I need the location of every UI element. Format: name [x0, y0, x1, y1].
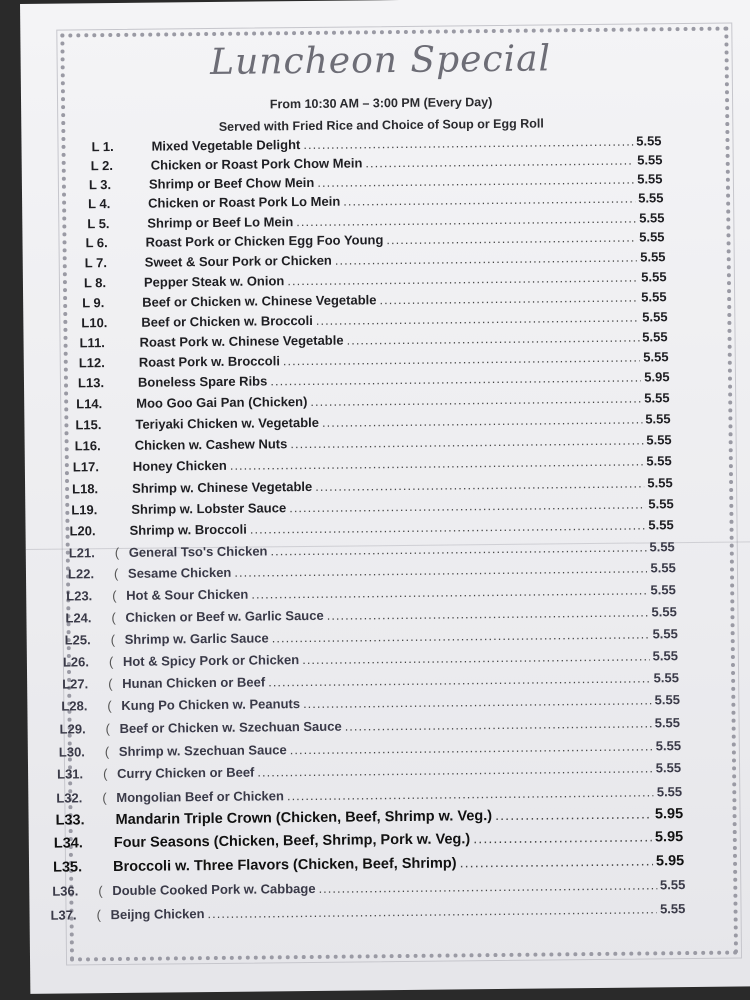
item-price: 5.55 — [652, 625, 678, 642]
item-code: L21. — [68, 544, 95, 561]
item-name: Moo Goo Gai Pan (Chicken) — [136, 394, 308, 411]
item-name: Chicken or Beef w. Garlic Sauce — [125, 607, 324, 625]
item-name: Roast Pork or Chicken Egg Foo Young — [145, 232, 384, 250]
item-name: Honey Chicken — [132, 458, 227, 475]
spicy-mark: ( — [98, 883, 103, 899]
item-price: 5.95 — [655, 852, 685, 870]
item-code: L15. — [75, 416, 102, 433]
item-name: Teriyaki Chicken w. Vegetable — [135, 414, 320, 432]
item-name: Beef or Chicken w. Chinese Vegetable — [142, 291, 377, 310]
spicy-mark: ( — [111, 609, 116, 625]
item-code: L11. — [79, 334, 105, 351]
spicy-mark: ( — [103, 766, 108, 782]
spicy-mark: ( — [104, 743, 110, 759]
item-price: 5.55 — [645, 410, 671, 427]
item-code: L35. — [52, 859, 83, 876]
item-code: L19. — [71, 501, 98, 518]
item-name: Chicken or Roast Pork Chow Mein — [150, 155, 363, 173]
menu-item-list — [50, 131, 719, 927]
item-price: 5.55 — [655, 760, 682, 776]
item-code: L24. — [65, 609, 92, 626]
item-code: L13. — [77, 375, 105, 391]
item-code: L18. — [72, 480, 99, 497]
item-code: L17. — [72, 459, 99, 475]
serving-hours: From 10:30 AM – 3:00 PM (Every Day) — [269, 95, 493, 112]
item-name: Beef or Chicken w. Broccoli — [141, 312, 313, 330]
item-name: Pepper Steak w. Onion — [143, 272, 285, 290]
item-price: 5.55 — [644, 390, 670, 406]
item-price: 5.55 — [650, 582, 676, 598]
item-price: 5.55 — [655, 737, 682, 753]
item-price: 5.55 — [648, 517, 674, 533]
item-name: Mongolian Beef or Chicken — [116, 788, 284, 806]
served-with-note: Served with Fried Rice and Choice of Soup or Egg Roll — [218, 116, 544, 134]
item-price: 5.55 — [641, 268, 667, 285]
dot-leader — [386, 228, 636, 250]
item-name: Shrimp w. Broccoli — [129, 521, 247, 538]
item-price: 5.55 — [643, 349, 669, 365]
item-name: Mandarin Triple Crown (Chicken, Beef, Shrimp w. Veg.) — [115, 808, 493, 829]
spicy-mark: ( — [96, 906, 101, 922]
item-price: 5.95 — [644, 369, 670, 385]
item-code: L28. — [61, 698, 88, 715]
item-code: L20. — [69, 523, 96, 539]
item-name: Sesame Chicken — [127, 564, 232, 582]
item-name: Roast Pork w. Chinese Vegetable — [139, 332, 344, 350]
item-code: L 3. — [88, 177, 112, 193]
item-name: Boneless Spare Ribs — [137, 373, 268, 391]
item-code: L12. — [78, 355, 105, 371]
item-name: Chicken or Roast Pork Lo Mein — [148, 194, 341, 212]
spicy-mark: ( — [108, 653, 114, 669]
spicy-mark: ( — [102, 790, 107, 806]
item-code: L 7. — [84, 254, 107, 271]
item-code: L 9. — [82, 294, 105, 310]
item-price: 5.55 — [652, 647, 678, 664]
item-name: Beijng Chicken — [110, 905, 205, 922]
item-price: 5.55 — [653, 670, 679, 686]
item-code: L10. — [81, 314, 108, 330]
dot-leader — [318, 873, 657, 900]
item-code: L30. — [58, 743, 85, 760]
spicy-mark: ( — [108, 676, 113, 692]
item-name: Shrimp or Beef Lo Mein — [147, 213, 294, 231]
item-code: L32. — [56, 790, 83, 806]
item-name: Hot & Sour Chicken — [126, 586, 249, 603]
item-price: 5.55 — [646, 431, 672, 447]
spicy-mark: ( — [112, 587, 117, 603]
item-name: Sweet & Sour Pork or Chicken — [144, 252, 332, 270]
item-name: Hot & Spicy Pork or Chicken — [122, 651, 300, 669]
item-price: 5.55 — [648, 495, 674, 512]
spicy-mark: ( — [107, 698, 112, 714]
item-code: L34. — [53, 835, 83, 853]
item-name: Shrimp or Beef Chow Mein — [148, 175, 315, 192]
item-price: 5.55 — [654, 692, 681, 708]
item-price: 5.55 — [651, 603, 677, 620]
menu-paper — [20, 0, 750, 994]
item-price: 5.55 — [639, 229, 665, 245]
item-name: Chicken w. Cashew Nuts — [134, 435, 288, 453]
spicy-mark: ( — [114, 544, 120, 560]
item-code: L14. — [76, 396, 103, 412]
item-code: L 1. — [91, 139, 114, 155]
item-price: 5.55 — [654, 715, 681, 731]
item-code: L37. — [50, 907, 77, 923]
item-code: L29. — [59, 721, 86, 737]
item-code: L 8. — [83, 274, 107, 290]
dot-leader — [379, 287, 638, 310]
item-price: 5.55 — [642, 308, 668, 325]
item-name: Shrimp w. Chinese Vegetable — [132, 478, 313, 496]
item-code: L 5. — [87, 215, 110, 232]
item-price: 5.55 — [642, 328, 668, 345]
item-code: L33. — [55, 812, 85, 829]
item-price: 5.55 — [638, 190, 664, 206]
spicy-mark: ( — [113, 566, 119, 582]
item-code: L22. — [67, 566, 95, 582]
menu-title: Luncheon Special — [209, 38, 552, 83]
spicy-mark: ( — [110, 631, 116, 647]
item-name: General Tso's Chicken — [128, 542, 268, 560]
item-price: 5.55 — [649, 538, 675, 554]
item-price: 5.55 — [637, 171, 663, 187]
item-price: 5.95 — [654, 806, 684, 823]
item-price: 5.55 — [641, 288, 667, 305]
item-price: 5.55 — [650, 560, 676, 576]
item-price: 5.55 — [640, 249, 666, 265]
item-name: Double Cooked Pork w. Cabbage — [112, 881, 316, 899]
item-code: L26. — [62, 654, 90, 670]
item-price: 5.55 — [639, 209, 665, 226]
item-name: Shrimp w. Garlic Sauce — [124, 630, 269, 647]
item-price: 5.55 — [636, 133, 662, 149]
item-code: L36. — [52, 883, 79, 899]
item-price: 5.55 — [637, 152, 663, 168]
item-price: 5.95 — [654, 829, 684, 846]
item-price: 5.55 — [656, 784, 683, 800]
item-name: Curry Chicken or Beef — [117, 764, 255, 782]
spicy-mark: ( — [105, 721, 111, 737]
dot-leader — [495, 804, 652, 829]
item-name: Shrimp w. Lobster Sauce — [131, 499, 287, 517]
item-name: Broccoli w. Three Flavors (Chicken, Beef, Shrimp) — [112, 855, 457, 875]
item-code: L31. — [57, 766, 84, 782]
item-name: Beef or Chicken w. Szechuan Sauce — [119, 718, 342, 736]
dot-leader — [207, 897, 657, 925]
item-name: Hunan Chicken or Beef — [122, 674, 266, 692]
item-name: Four Seasons (Chicken, Beef, Shrimp, Pork w. Veg.) — [113, 831, 471, 852]
item-name: Kung Po Chicken w. Peanuts — [121, 696, 301, 714]
item-code: L 4. — [88, 196, 111, 212]
item-code: L27. — [62, 676, 89, 692]
item-code: L16. — [74, 437, 101, 453]
item-price: 5.55 — [659, 877, 686, 893]
item-code: L25. — [64, 631, 91, 648]
dot-leader — [459, 850, 653, 875]
dot-leader — [345, 712, 652, 738]
item-price: 5.55 — [647, 474, 673, 490]
item-price: 5.55 — [646, 453, 672, 469]
item-price: 5.55 — [659, 900, 686, 916]
item-code: L23. — [66, 588, 93, 604]
dot-leader — [473, 827, 652, 852]
item-name: Shrimp w. Szechuan Sauce — [118, 741, 287, 759]
item-code: L 2. — [90, 158, 113, 174]
item-name: Mixed Vegetable Delight — [151, 137, 301, 154]
item-name: Roast Pork w. Broccoli — [138, 353, 280, 370]
item-code: L 6. — [85, 235, 108, 251]
